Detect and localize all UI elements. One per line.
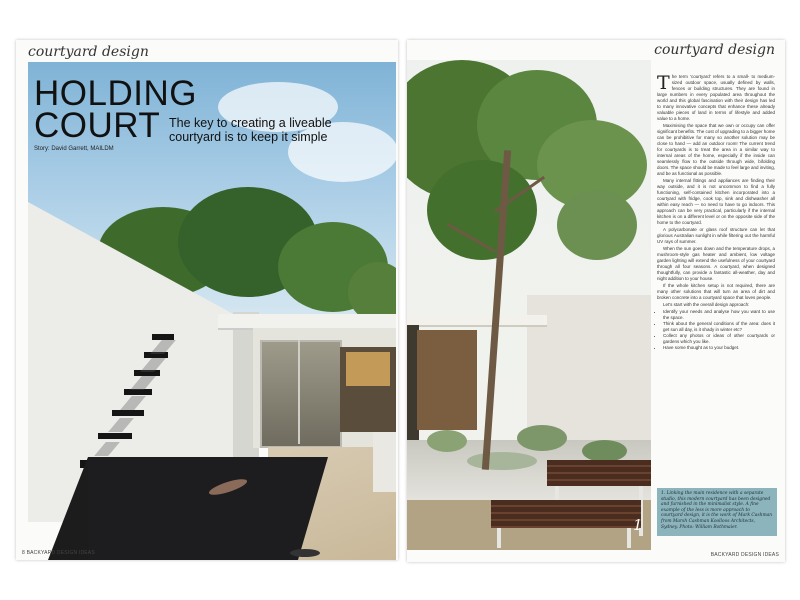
angled-wall xyxy=(28,202,248,322)
floating-step xyxy=(112,410,144,416)
courtyard-bench-photo xyxy=(407,60,651,550)
floating-step xyxy=(98,433,132,439)
subheadline: The key to creating a liveable courtyard is to keep it simple xyxy=(169,116,332,144)
paragraph xyxy=(657,74,775,122)
list-item: • Collect any photos or ideas of other courtyards or gardens which you like. xyxy=(663,333,775,345)
bench-leg xyxy=(627,528,631,548)
pool-edge xyxy=(298,457,328,560)
folio: BACKYARD DESIGN IDEAS xyxy=(710,552,779,558)
succulent-bed xyxy=(467,452,537,470)
interior-artwork xyxy=(346,352,390,386)
bench-leg xyxy=(497,528,501,548)
byline: Story: David Garrett, MAILDM xyxy=(34,146,114,152)
paragraph: If the whole kitchen setup is not required, there are many other solutions that will turn an area of dirt and broken concrete into a courtyard space that loves people. xyxy=(657,283,775,300)
paragraph: Maximising the space that we own or occupy can offer significant benefits. The cost of upgrading to a bigger home can be prohibitive for many so another solution may be close to hand — add an outdoor room! The current trend for courtyards is to treat the area in a similar way to internal areas of the home, especially if the inside can seamlessly flow to the outside through wide, bifolding doors. The space should be made to feel large and inviting, and be as functional as possible. xyxy=(657,123,775,176)
design-approach-list xyxy=(657,309,775,351)
planter-box xyxy=(373,432,396,492)
right-page xyxy=(407,40,785,562)
shrub xyxy=(427,430,467,452)
paragraph-text: he term 'courtyard' refers to a small- to medium-sized outdoor space, usually defined by walls, fences or building structures. They are found in large numbers in every populated area throughout the world and this global fascination with their design has led to many innovative concepts that enhance these already valuable pieces of land in terms of lifestyle and added value to a home. xyxy=(657,74,775,121)
drop-cap: T xyxy=(657,72,670,94)
article-body xyxy=(657,74,775,351)
list-item: • Think about the general conditions of the area: does it get sun all day, is it shady in winter etc? xyxy=(663,321,775,333)
section-tag: courtyard design xyxy=(28,44,149,60)
shrub xyxy=(582,440,627,462)
roof-overhang xyxy=(407,315,547,327)
paragraph: When the sun goes down and the temperature drops, a mushroom-style gas heater and ambient, low voltage garden lighting will extend the usefulness of your courtyard through all four seasons. A courtyard, when designed thoughtfully, can provide a fantastic all-weather, day and night addition to your house. xyxy=(657,246,775,281)
lap-pool xyxy=(88,457,298,560)
shrub xyxy=(517,425,567,451)
paragraph: Many internal fittings and appliances are finding their way outside, and it is not uncommon to find a fully functioning, self-contained kitchen incorporated into a courtyard with fridge, cook top, sink and dishwasher all within easy reach — no need to have to go indoors. This approach can be very practical, particularly if the internal kitchen is on a different level or on the opposite side of the home to the courtyard. xyxy=(657,178,775,225)
folio: 8 BACKYARD DESIGN IDEAS xyxy=(22,550,95,556)
timber-bench xyxy=(491,500,641,528)
tree-canopy xyxy=(557,190,637,260)
drain xyxy=(290,549,320,557)
list-item: • Have some thought as to your budget. xyxy=(663,345,775,351)
photo-caption: 1. Linking the main residence with a separate studio, this modern courtyard has been designed and furnished in the minimalist style. A fine example of the less is more approach to courtyard design, it is the work of Mark Cashman from Marsh Cashman Koolloos Architects, Sydney. Photo: William Rothmaier. xyxy=(657,488,777,536)
glass-frame xyxy=(298,340,300,444)
headline-line: HOLDING xyxy=(34,74,197,113)
left-page xyxy=(16,40,398,560)
paragraph: A polycarbonate or glass roof structure can let that glorious Australian sunlight in while filtering out the harmful UV rays of summer. xyxy=(657,227,775,244)
photo-number: 1 xyxy=(633,516,643,534)
timber-table xyxy=(547,460,651,486)
pool-edge xyxy=(48,457,88,560)
paragraph: Let's start with the overall design approach: xyxy=(663,302,750,307)
list-item: • Identify your needs and analyse how you want to use the space. xyxy=(663,309,775,321)
glass-door xyxy=(260,340,342,448)
headline-line: COURT xyxy=(34,106,161,145)
timber-door xyxy=(417,330,477,430)
section-tag: courtyard design xyxy=(654,42,775,58)
